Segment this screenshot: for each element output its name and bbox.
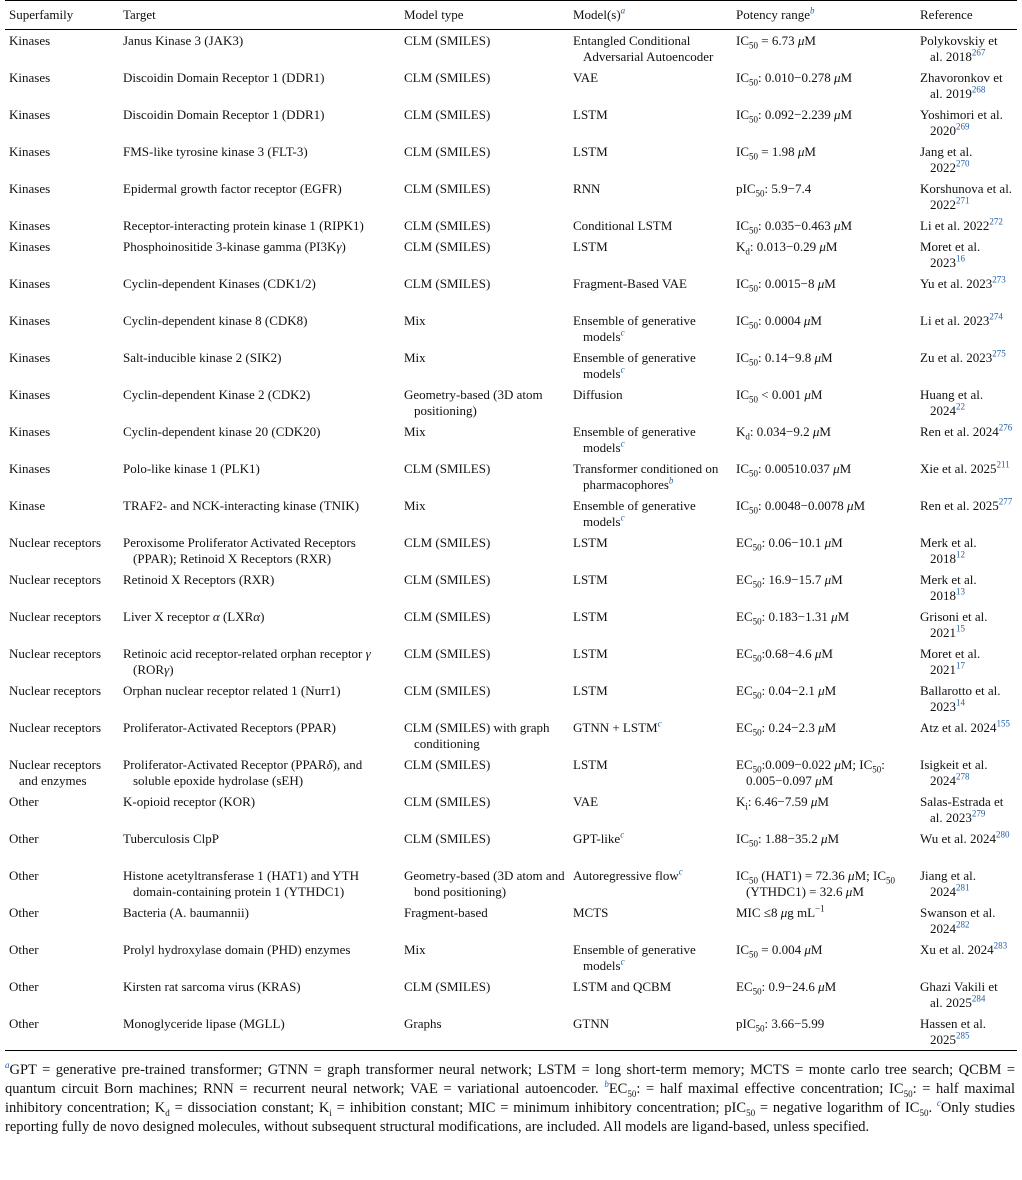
table-row	[5, 643, 1017, 680]
cell-model-type: Mix	[404, 313, 426, 328]
cell-potency: $IC_{50}$ (HAT1) = 72.36 μM; $IC_{50}$ (YTHDC1) = 32.6 μM	[736, 868, 895, 899]
cell-model-type: CLM (SMILES)	[404, 33, 491, 48]
cell-model: MCTS	[573, 905, 609, 920]
table-row	[5, 865, 1017, 902]
table-row	[5, 828, 1017, 865]
cell-superfamily: Kinases	[9, 313, 51, 328]
cell-superfamily: Other	[9, 794, 39, 809]
cell-model: Transformer conditioned on pharmacophores$^b$	[573, 461, 719, 492]
cell-reference: Grisoni et al. 2021$^{15}$	[920, 609, 988, 640]
cell-model-type: Mix	[404, 350, 426, 365]
cell-target: Discoidin Domain Receptor 1 (DDR1)	[123, 70, 325, 85]
footnote-marker: b	[810, 5, 815, 16]
cell-target: Receptor-interacting protein kinase 1 (RIPK1)	[123, 218, 364, 233]
cell-potency: $EC_{50}$: 16.9−15.7 μM	[736, 572, 843, 590]
cell-model: LSTM	[573, 144, 608, 159]
cell-potency: $IC_{50}$: 1.88−35.2 μM	[736, 831, 840, 849]
cell-potency: MIC ≤8 μg $mL^{-1}$	[736, 903, 825, 920]
cell-reference: Moret et al. 2021$^{17}$	[920, 646, 981, 677]
cell-potency: $IC_{50}$: 0.010−0.278 μM	[736, 70, 853, 88]
cell-reference: Atz et al. 2024$^{155}$	[920, 718, 1011, 735]
cell-potency: $EC_{50}$: 0.04−2.1 μM	[736, 683, 837, 701]
cell-potency: $K_i$: 6.46−7.59 μM	[736, 794, 829, 812]
cell-potency: $IC_{50}$: 0.035−0.463 μM	[736, 218, 853, 236]
cell-reference: Ren et al. 2024$^{276}$	[920, 422, 1013, 439]
cell-superfamily: Nuclear receptors	[9, 535, 102, 550]
cell-superfamily: Kinase	[9, 498, 46, 513]
table-row	[5, 495, 1017, 532]
cell-model-type: CLM (SMILES)	[404, 181, 491, 196]
cell-model-type: CLM (SMILES)	[404, 461, 491, 476]
table-row	[5, 902, 1017, 939]
cell-superfamily: Kinases	[9, 424, 51, 439]
cell-reference: Zhavoronkov et al. 2019$^{268}$	[920, 70, 1003, 101]
cell-potency: $EC_{50}$: 0.183−1.31 μM	[736, 609, 850, 627]
cell-potency: $EC_{50}:0.009-0.022$ μM; $IC_{50}$: 0.005−0.097 μM	[736, 757, 885, 788]
table-row	[5, 30, 1017, 68]
cell-superfamily: Kinases	[9, 181, 51, 196]
table-row	[5, 273, 1017, 310]
table-row	[5, 791, 1017, 828]
cell-model-type: CLM (SMILES)	[404, 683, 491, 698]
cell-model-type: Mix	[404, 942, 426, 957]
cell-model: LSTM	[573, 683, 608, 698]
cell-superfamily: Nuclear receptors	[9, 572, 102, 587]
cell-superfamily: Other	[9, 905, 39, 920]
cell-target: Phosphoinositide 3-kinase gamma (PI3Kγ)	[123, 239, 346, 254]
cell-potency: $K_d$: 0.034−9.2 μM	[736, 424, 831, 442]
cell-reference: Jang et al. 2022$^{270}$	[920, 144, 973, 175]
header-potency: Potency range$^b$	[732, 1, 916, 30]
cell-model: Diffusion	[573, 387, 623, 402]
cell-reference: Ghazi Vakili et al. 2025$^{284}$	[920, 979, 998, 1010]
table-row	[5, 606, 1017, 643]
table-row	[5, 215, 1017, 236]
table-row	[5, 1013, 1017, 1051]
cell-target: Tuberculosis ClpP	[123, 831, 219, 846]
cell-superfamily: Nuclear receptors	[9, 609, 102, 624]
cell-superfamily: Kinases	[9, 70, 51, 85]
cell-target: Liver X receptor α (LXRα)	[123, 609, 265, 624]
cell-reference: Zu et al. 2023$^{275}$	[920, 348, 1006, 365]
cell-model: GTNN	[569, 1013, 732, 1051]
cell-superfamily: Nuclear receptors and enzymes	[9, 757, 102, 788]
cell-potency: $IC_{50}$: 0.0004 μM	[736, 313, 822, 331]
cell-superfamily: Kinases	[9, 144, 51, 159]
table-footnote: $^a$GPT = generative pre-trained transformer; GTNN = graph transformer neural network; LSTM = long short-term memory; MCTS = monte carlo tree search; QCBM = quantum circuit Born machines; RNN = recurrent neural network; VAE = variational autoencoder. $^bEC_{50}$: = half maximal effective concentration; $IC_{50}$: = half maximal inhibitory concentration; $K_d$ = dissociation constant; $K_i$ = inhibition constant; MIC = minimum inhibitory concentration; pIC$_{50}$ = negative logarithm of $IC_{50}$. $^c$Only studies reporting fully de novo designed molecules, without subsequent structural modifications, are included. All models are ligand-based, unless specified.	[5, 1060, 1016, 1135]
cell-target: Retinoic acid receptor-related orphan receptor γ (RORγ)	[123, 646, 371, 677]
cell-superfamily: Other	[9, 831, 39, 846]
cell-model: Ensemble of generative models$^c$	[573, 942, 696, 973]
cell-reference: Salas-Estrada et al. 2023$^{279}$	[920, 794, 1004, 825]
cell-superfamily: Other	[5, 1013, 119, 1051]
header-superfamily: Superfamily	[5, 1, 119, 30]
cell-potency: $IC_{50}$: 0.092−2.239 μM	[736, 107, 853, 125]
cell-superfamily: Kinases	[9, 107, 51, 122]
cell-model: LSTM	[573, 535, 608, 550]
cell-potency: $EC_{50}$: 0.24−2.3 μM	[736, 720, 837, 738]
cell-model: Ensemble of generative models$^c$	[573, 424, 696, 455]
cell-target: Retinoid X Receptors (RXR)	[123, 572, 275, 587]
cell-reference: Huang et al. 2024$^{22}$	[920, 387, 984, 418]
cell-reference: Yoshimori et al. 2020$^{269}$	[920, 107, 1003, 138]
cell-potency: $IC_{50} = 6.73$ μM	[736, 33, 816, 51]
cell-reference: Polykovskiy et al. 2018$^{267}$	[920, 33, 998, 64]
cell-model-type: Geometry-based (3D atom positioning)	[404, 387, 543, 418]
cell-target: Janus Kinase 3 (JAK3)	[123, 33, 244, 48]
cell-reference: Ballarotto et al. 2023$^{14}$	[920, 683, 1001, 714]
cell-model-type: Mix	[404, 424, 426, 439]
cell-reference: Yu et al. 2023$^{273}$	[920, 274, 1006, 291]
header-row	[5, 1, 1017, 30]
cell-model-type: CLM (SMILES)	[404, 794, 491, 809]
cell-model: Ensemble of generative models$^c$	[573, 313, 696, 344]
cell-potency: $EC_{50}$: 0.9−24.6 μM	[736, 979, 837, 997]
cell-reference: Korshunova et al. 2022$^{271}$	[920, 181, 1013, 212]
cell-potency: $IC_{50}$: 0.0015−8 μM	[736, 276, 836, 294]
table-row	[5, 939, 1017, 976]
table-row	[5, 569, 1017, 606]
table-row	[5, 532, 1017, 569]
cell-target: Bacteria (A. baumannii)	[123, 905, 249, 920]
table-row	[5, 310, 1017, 347]
header-reference: Reference	[916, 1, 1017, 30]
cell-superfamily: Nuclear receptors	[9, 720, 102, 735]
cell-model-type: CLM (SMILES)	[404, 757, 491, 772]
cell-model-type: Fragment-based	[404, 905, 488, 920]
cell-potency: pIC$_{50}$: 3.66−5.99	[732, 1013, 916, 1051]
cell-potency: $IC_{50} = 0.004$ μM	[736, 942, 823, 960]
header-target: Target	[119, 1, 400, 30]
cell-model-type: CLM (SMILES)	[404, 239, 491, 254]
cell-potency: $K_d$: 0.013−0.29 μM	[736, 239, 838, 257]
cell-model-type: CLM (SMILES)	[404, 144, 491, 159]
table-body	[5, 30, 1017, 1051]
cell-model-type: CLM (SMILES)	[404, 218, 491, 233]
cell-model-type: CLM (SMILES)	[404, 276, 491, 291]
cell-target: TRAF2- and NCK-interacting kinase (TNIK)	[123, 498, 360, 513]
cell-model-type: Graphs	[400, 1013, 569, 1051]
cell-potency: $IC_{50} = 1.98$ μM	[736, 144, 816, 162]
cell-target: Epidermal growth factor receptor (EGFR)	[123, 181, 342, 196]
cell-reference: Isigkeit et al. 2024$^{278}$	[920, 757, 988, 788]
table-row	[5, 754, 1017, 791]
cell-target: Prolyl hydroxylase domain (PHD) enzymes	[123, 942, 351, 957]
cell-superfamily: Kinases	[9, 461, 51, 476]
cell-model-type: CLM (SMILES)	[404, 831, 491, 846]
cell-model: LSTM	[573, 757, 608, 772]
cell-superfamily: Other	[9, 942, 39, 957]
cell-model-type: CLM (SMILES)	[404, 979, 491, 994]
cell-reference: Merk et al. 2018$^{12}$	[920, 535, 977, 566]
cell-superfamily: Other	[9, 979, 39, 994]
cell-target: Polo-like kinase 1 (PLK1)	[123, 461, 260, 476]
table-row	[5, 421, 1017, 458]
cell-target: Cyclin-dependent Kinase 2 (CDK2)	[123, 387, 311, 402]
cell-model: LSTM	[573, 646, 608, 661]
cell-target: Discoidin Domain Receptor 1 (DDR1)	[123, 107, 325, 122]
table-row	[5, 347, 1017, 384]
cell-target: Proliferator-Activated Receptors (PPAR)	[123, 720, 336, 735]
cell-target: Histone acetyltransferase 1 (HAT1) and YTH domain-containing protein 1 (YTHDC1)	[123, 868, 359, 899]
cell-target: Peroxisome Proliferator Activated Receptors (PPAR); Retinoid X Receptors (RXR)	[123, 535, 356, 566]
cell-model: VAE	[573, 794, 599, 809]
header-models: Model(s)$^a$	[569, 1, 732, 30]
cell-target: Salt-inducible kinase 2 (SIK2)	[123, 350, 282, 365]
cell-model: LSTM and QCBM	[573, 979, 672, 994]
data-table	[5, 0, 1017, 1051]
cell-model: Fragment-Based VAE	[573, 276, 687, 291]
cell-model-type: CLM (SMILES)	[404, 70, 491, 85]
cell-target: Monoglyceride lipase (MGLL)	[119, 1013, 400, 1051]
cell-reference: Li et al. 2023$^{274}$	[920, 311, 1003, 328]
cell-model-type: CLM (SMILES)	[404, 572, 491, 587]
cell-potency: $IC_{50}$: 0.00510.037 μM	[736, 461, 852, 479]
cell-reference: Wu et al. 2024$^{280}$	[920, 829, 1010, 846]
cell-model: RNN	[573, 181, 601, 196]
table-row	[5, 680, 1017, 717]
table-row	[5, 976, 1017, 1013]
cell-potency: $IC_{50} < 0.001$ μM	[736, 387, 823, 405]
cell-potency: $EC_{50}:0.68-4.6$ μM	[736, 646, 833, 664]
table-row	[5, 458, 1017, 495]
cell-superfamily: Kinases	[9, 33, 51, 48]
cell-potency: pIC$_{50}$: 5.9−7.4	[736, 181, 812, 199]
cell-reference: Ren et al. 2025$^{277}$	[920, 496, 1013, 513]
cell-model: LSTM	[573, 572, 608, 587]
cell-model: Ensemble of generative models$^c$	[573, 350, 696, 381]
cell-reference: Li et al. 2022$^{272}$	[920, 216, 1003, 233]
cell-model: LSTM	[573, 107, 608, 122]
cell-model-type: CLM (SMILES)	[404, 646, 491, 661]
cell-model: Entangled Conditional Adversarial Autoencoder	[573, 33, 714, 64]
table-container	[5, 0, 1017, 1137]
header-model-type: Model type	[400, 1, 569, 30]
cell-superfamily: Kinases	[9, 218, 51, 233]
cell-superfamily: Nuclear receptors	[9, 646, 102, 661]
cell-superfamily: Kinases	[9, 350, 51, 365]
table-row	[5, 717, 1017, 754]
cell-model: VAE	[573, 70, 599, 85]
cell-reference: Xu et al. 2024$^{283}$	[920, 940, 1008, 957]
footnote-marker: a	[620, 5, 626, 16]
cell-model-type: CLM (SMILES)	[404, 535, 491, 550]
cell-reference: Moret et al. 2023$^{16}$	[920, 239, 981, 270]
cell-superfamily: Other	[9, 868, 39, 883]
cell-reference: Swanson et al. 2024$^{282}$	[920, 905, 996, 936]
cell-model: LSTM	[573, 609, 608, 624]
cell-target: Cyclin-dependent kinase 8 (CDK8)	[123, 313, 308, 328]
table-row	[5, 236, 1017, 273]
cell-potency: $EC_{50}$: 0.06−10.1 μM	[736, 535, 843, 553]
table-row	[5, 67, 1017, 104]
cell-model-type: Mix	[404, 498, 426, 513]
cell-model-type: CLM (SMILES) with graph conditioning	[404, 720, 550, 751]
cell-model: LSTM	[573, 239, 608, 254]
cell-model-type: CLM (SMILES)	[404, 609, 491, 624]
cell-target: Proliferator-Activated Receptor (PPARδ), and soluble epoxide hydrolase (sEH)	[123, 757, 363, 788]
cell-superfamily: Kinases	[9, 239, 51, 254]
cell-reference: Merk et al. 2018$^{13}$	[920, 572, 977, 603]
cell-model: Ensemble of generative models$^c$	[573, 498, 696, 529]
cell-model: GPT-like$^c$	[573, 829, 625, 846]
cell-model: Conditional LSTM	[573, 218, 673, 233]
table-row	[5, 384, 1017, 421]
cell-target: Kirsten rat sarcoma virus (KRAS)	[123, 979, 301, 994]
cell-target: K-opioid receptor (KOR)	[123, 794, 256, 809]
cell-superfamily: Kinases	[9, 276, 51, 291]
cell-model: Autoregressive flow$^c$	[573, 866, 683, 883]
table-row	[5, 141, 1017, 178]
cell-target: Cyclin-dependent Kinases (CDK1/2)	[123, 276, 316, 291]
table-row	[5, 178, 1017, 215]
cell-potency: $IC_{50}$: 0.14−9.8 μM	[736, 350, 833, 368]
cell-model: GTNN + LSTM$^c$	[573, 718, 662, 735]
cell-potency: $IC_{50}$: 0.0048−0.0078 μM	[736, 498, 866, 516]
cell-reference: Xie et al. 2025$^{211}$	[920, 459, 1010, 476]
cell-target: FMS-like tyrosine kinase 3 (FLT-3)	[123, 144, 308, 159]
cell-target: Orphan nuclear receptor related 1 (Nurr1)	[123, 683, 341, 698]
cell-target: Cyclin-dependent kinase 20 (CDK20)	[123, 424, 321, 439]
cell-superfamily: Kinases	[9, 387, 51, 402]
cell-reference: Hassen et al. 2025$^{285}$	[916, 1013, 1017, 1051]
cell-reference: Jiang et al. 2024$^{281}$	[920, 868, 976, 899]
cell-superfamily: Nuclear receptors	[9, 683, 102, 698]
cell-model-type: Geometry-based (3D atom and bond positioning)	[404, 868, 565, 899]
table-row	[5, 104, 1017, 141]
cell-model-type: CLM (SMILES)	[404, 107, 491, 122]
